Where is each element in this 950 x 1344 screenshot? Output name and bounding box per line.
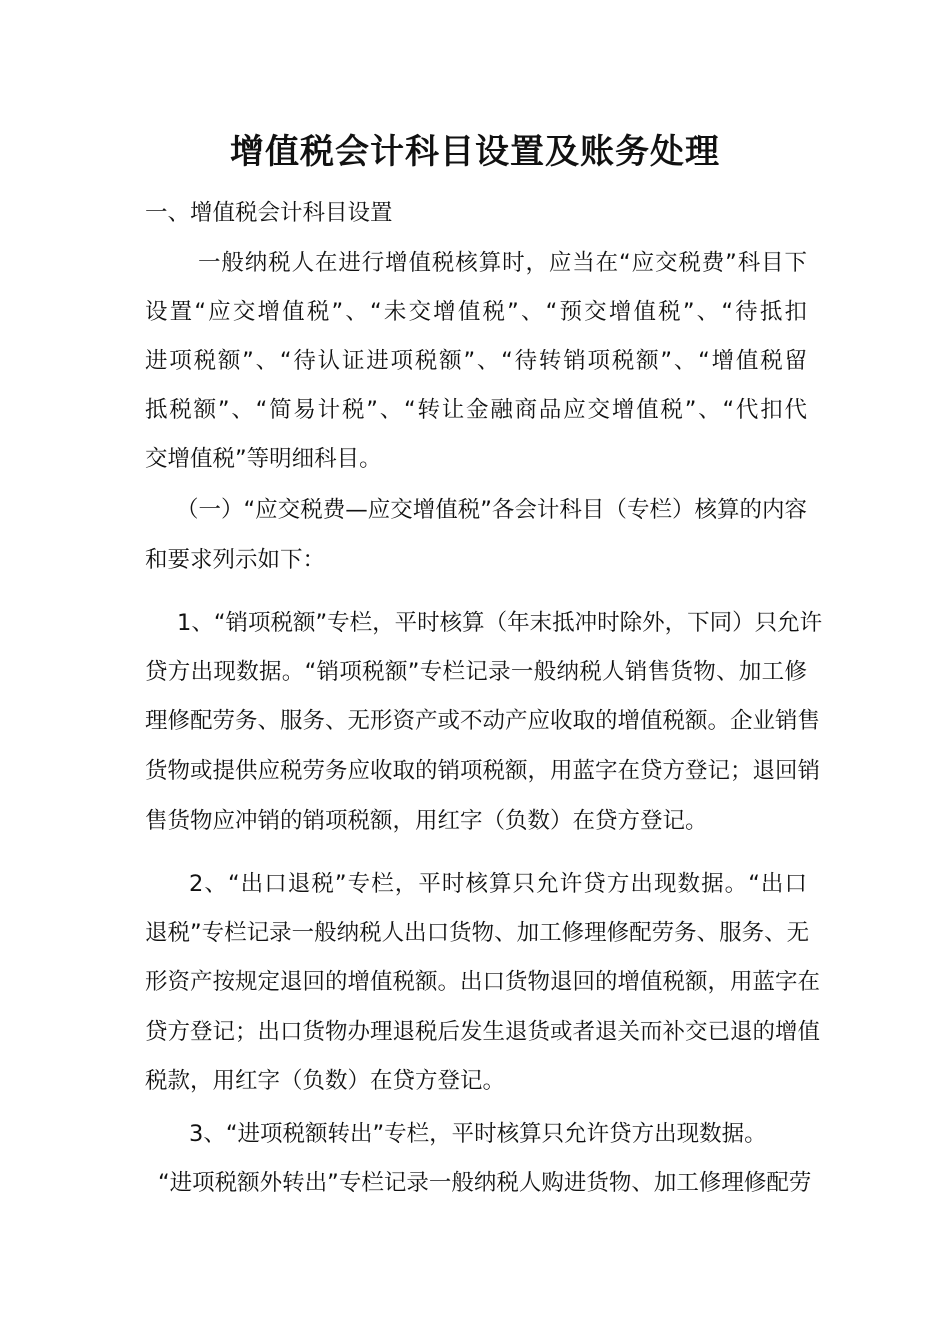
paragraph-line: 贷方出现数据。“销项税额”专栏记录一般纳税人销售货物、加工修 [145, 659, 807, 685]
list-item-line: 1、“销项税额”专栏，平时核算（年末抵冲时除外，下同）只允许 [177, 610, 823, 636]
paragraph-line: 抵税额”、“简易计税”、“转让金融商品应交增值税”、“代扣代 [145, 397, 807, 423]
list-item-line: 3、“进项税额转出”专栏，平时核算只允许贷方出现数据。 [189, 1121, 767, 1147]
paragraph-line: 进项税额”、“待认证进项税额”、“待转销项税额”、“增值税留 [145, 348, 807, 374]
paragraph-line: 理修配劳务、服务、无形资产或不动产应收取的增值税额。企业销售 [145, 708, 821, 734]
paragraph-line: 货物或提供应税劳务应收取的销项税额，用蓝字在贷方登记；退回销 [145, 758, 821, 784]
subsection-heading: （一）“应交税费—应交增值税”各会计科目（专栏）核算的内容 [176, 497, 807, 523]
list-item-line: 2、“出口退税”专栏，平时核算只允许贷方出现数据。“出口 [189, 871, 807, 897]
paragraph-line: 交增值税”等明细科目。 [145, 446, 382, 472]
paragraph-line: 一般纳税人在进行增值税核算时，应当在“应交税费”科目下 [198, 250, 807, 276]
document-title: 增值税会计科目设置及账务处理 [230, 132, 720, 172]
section-heading: 一、增值税会计科目设置 [145, 200, 393, 226]
paragraph-line: 贷方登记；出口货物办理退税后发生退货或者退关而补交已退的增值 [145, 1019, 821, 1045]
paragraph-line: 和要求列示如下： [145, 547, 326, 573]
paragraph-line: 售货物应冲销的销项税额，用红字（负数）在贷方登记。 [145, 808, 708, 834]
paragraph-line: 形资产按规定退回的增值税额。出口货物退回的增值税额，用蓝字在 [145, 969, 821, 995]
paragraph-line: 退税”专栏记录一般纳税人出口货物、加工修理修配劳务、服务、无 [145, 920, 810, 946]
paragraph-line: 税款，用红字（负数）在贷方登记。 [145, 1068, 506, 1094]
paragraph-line: “进项税额外转出”专栏记录一般纳税人购进货物、加工修理修配劳 [158, 1170, 812, 1196]
paragraph-line: 设置“应交增值税”、“未交增值税”、“预交增值税”、“待抵扣 [145, 299, 807, 325]
